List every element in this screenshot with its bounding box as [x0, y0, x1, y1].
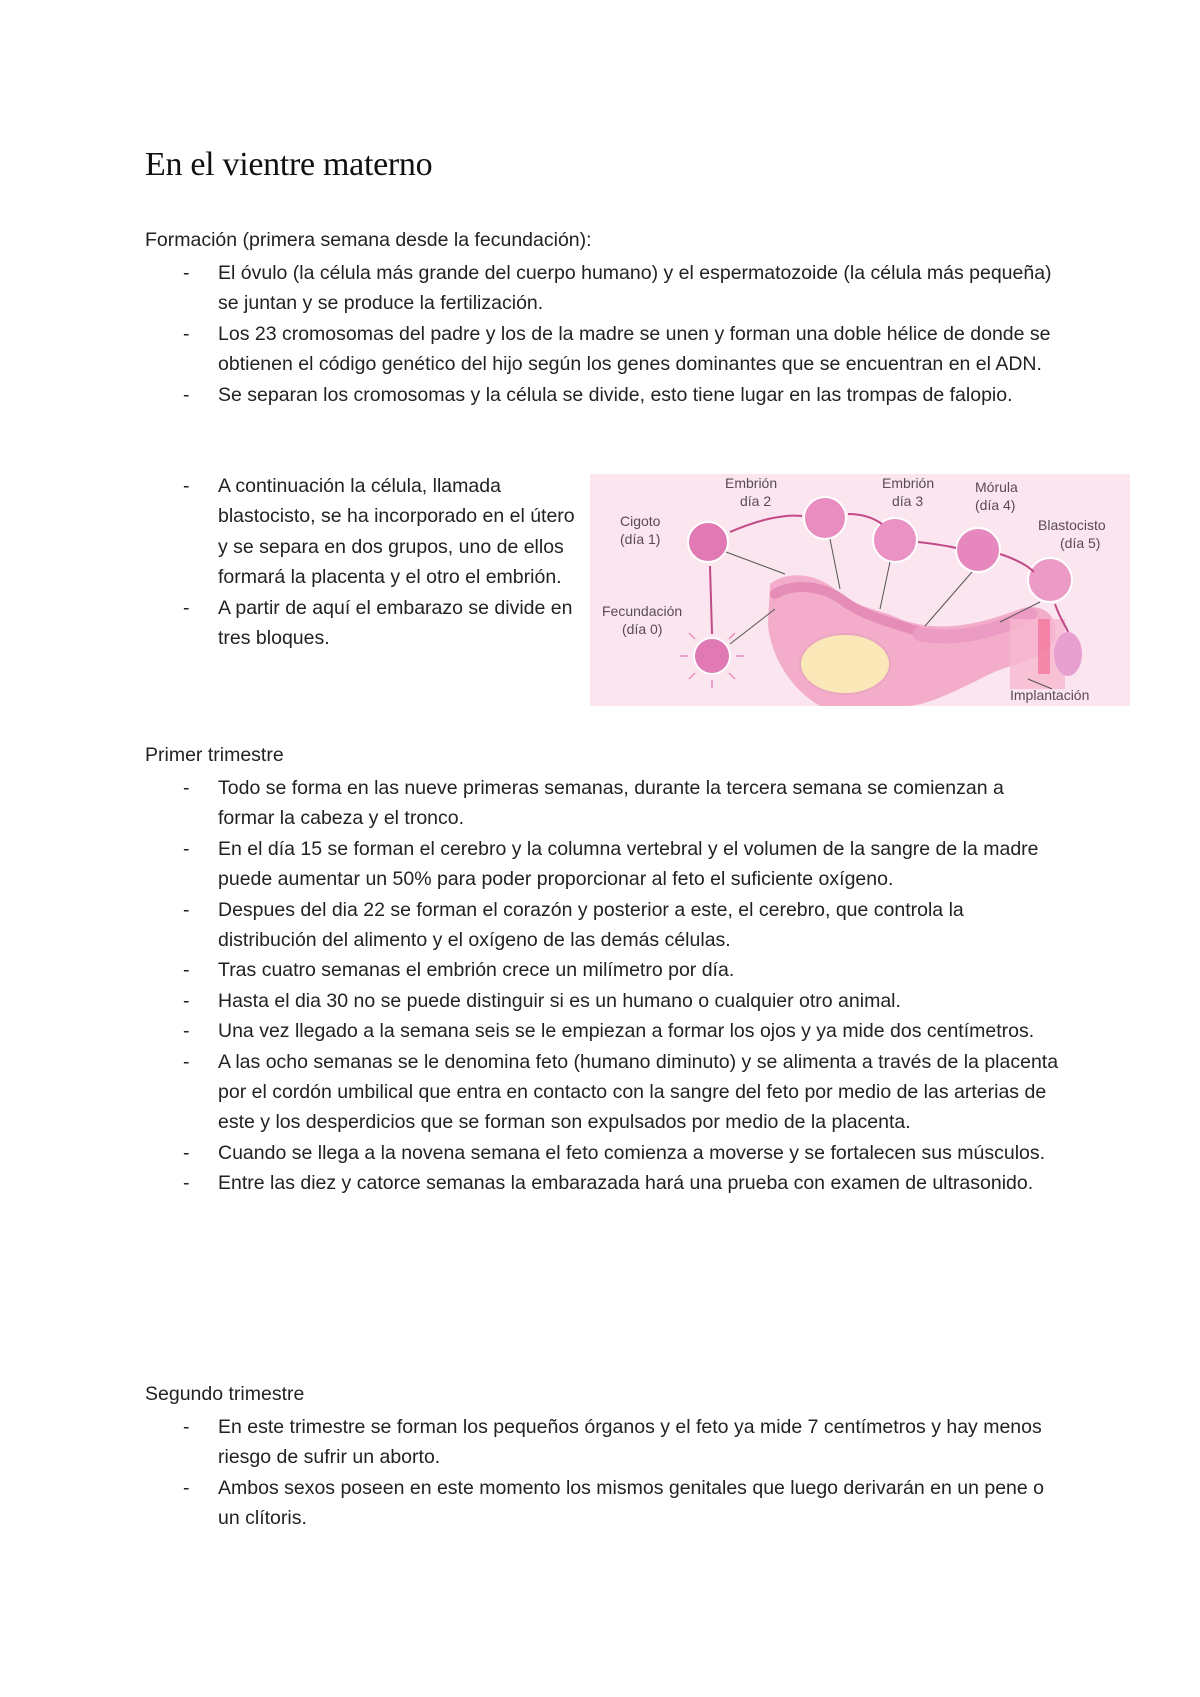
morula-cell	[956, 528, 1000, 572]
list-item: - Una vez llegado a la semana seis se le empiezan a formar los ojos y ya mide dos centímetros.	[145, 1016, 1065, 1046]
segundo-trimestre-list	[145, 1412, 1065, 1534]
list-item: - Se separan los cromosomas y la célula se divide, esto tiene lugar en las trompas de falopio.	[145, 380, 1065, 410]
list-item: - Todo se forma en las nueve primeras semanas, durante la tercera semana se comienzan a formar la cabeza y el tronco.	[145, 773, 1065, 834]
primer-trimestre-list	[145, 773, 1065, 1199]
label-embrion2-day: día 2	[740, 493, 772, 509]
section-heading-formacion: Formación (primera semana desde la fecundación):	[145, 229, 592, 251]
list-item: - El óvulo (la célula más grande del cuerpo humano) y el espermatozoide (la célula más pequeña) se juntan y se produce la fertilización.	[145, 258, 1065, 319]
list-item: - Los 23 cromosomas del padre y los de la madre se unen y forman una doble hélice de donde se obtienen el código genético del hijo según los genes dominantes que se encuentran en el ADN.	[145, 319, 1065, 380]
label-blastocisto: Blastocisto	[1038, 517, 1106, 533]
embrion-dia2-cell	[804, 497, 846, 539]
list-item: - Hasta el dia 30 no se puede distinguir si es un humano o cualquier otro animal.	[145, 986, 1065, 1016]
label-embrion3-day: día 3	[892, 493, 924, 509]
list-item: - Cuando se llega a la novena semana el feto comienza a moverse y se fortalecen sus músculos.	[145, 1138, 1065, 1168]
list-item: - En este trimestre se forman los pequeños órganos y el feto ya mide 7 centímetros y hay menos riesgo de sufrir un aborto.	[145, 1412, 1065, 1473]
page-title: En el vientre materno	[145, 146, 433, 183]
cigoto-cell	[688, 522, 728, 562]
section-heading-primer-trimestre: Primer trimestre	[145, 744, 284, 766]
list-item: - A partir de aquí el embarazo se divide en tres bloques.	[145, 593, 585, 654]
label-morula: Mórula	[975, 479, 1018, 495]
blastocisto-cell	[1028, 558, 1072, 602]
implantacion-cell	[1054, 632, 1082, 676]
embryo-development-diagram	[590, 474, 1130, 706]
label-implantacion: Implantación	[1010, 687, 1090, 703]
list-item: - Despues del dia 22 se forman el corazón y posterior a este, el cerebro, que controla la distribución del alimento y el oxígeno de las demás células.	[145, 895, 1065, 956]
list-item: - Tras cuatro semanas el embrión crece un milímetro por día.	[145, 955, 1065, 985]
list-item: - A continuación la célula, llamada blastocisto, se ha incorporado en el útero y se separa en dos grupos, uno de ellos formará la placenta y el otro el embrión.	[145, 471, 585, 593]
label-cigoto: Cigoto	[620, 513, 661, 529]
list-item: - Ambos sexos poseen en este momento los mismos genitales que luego derivarán en un pene o un clítoris.	[145, 1473, 1065, 1534]
fecundacion-cell	[694, 638, 730, 674]
section-heading-segundo-trimestre: Segundo trimestre	[145, 1383, 305, 1405]
list-item: - En el día 15 se forman el cerebro y la columna vertebral y el volumen de la sangre de la madre puede aumentar un 50% para poder proporcionar al feto el suficiente oxígeno.	[145, 834, 1065, 895]
label-embrion2: Embrión	[725, 475, 778, 491]
list-item: - A las ocho semanas se le denomina feto (humano diminuto) y se alimenta a través de la placenta por el cordón umbilical que entra en contacto con la sangre del feto por medio de las arterias de este y los desperdicios que se forman son expulsados por medio de la placenta.	[145, 1047, 1065, 1138]
endometrium	[1038, 619, 1050, 674]
label-cigoto-day: (día 1)	[620, 531, 661, 547]
label-fecundacion: Fecundación	[602, 603, 683, 619]
ovary	[800, 634, 890, 694]
label-blastocisto-day: (día 5)	[1060, 535, 1101, 551]
label-fecundacion-day: (día 0)	[622, 621, 663, 637]
formacion-list	[145, 258, 1065, 410]
formacion-list-narrow	[145, 471, 585, 653]
label-morula-day: (día 4)	[975, 497, 1016, 513]
label-embrion3: Embrión	[882, 475, 935, 491]
list-item: - Entre las diez y catorce semanas la embarazada hará una prueba con examen de ultrasonido.	[145, 1168, 1065, 1198]
embrion-dia3-cell	[873, 518, 917, 562]
